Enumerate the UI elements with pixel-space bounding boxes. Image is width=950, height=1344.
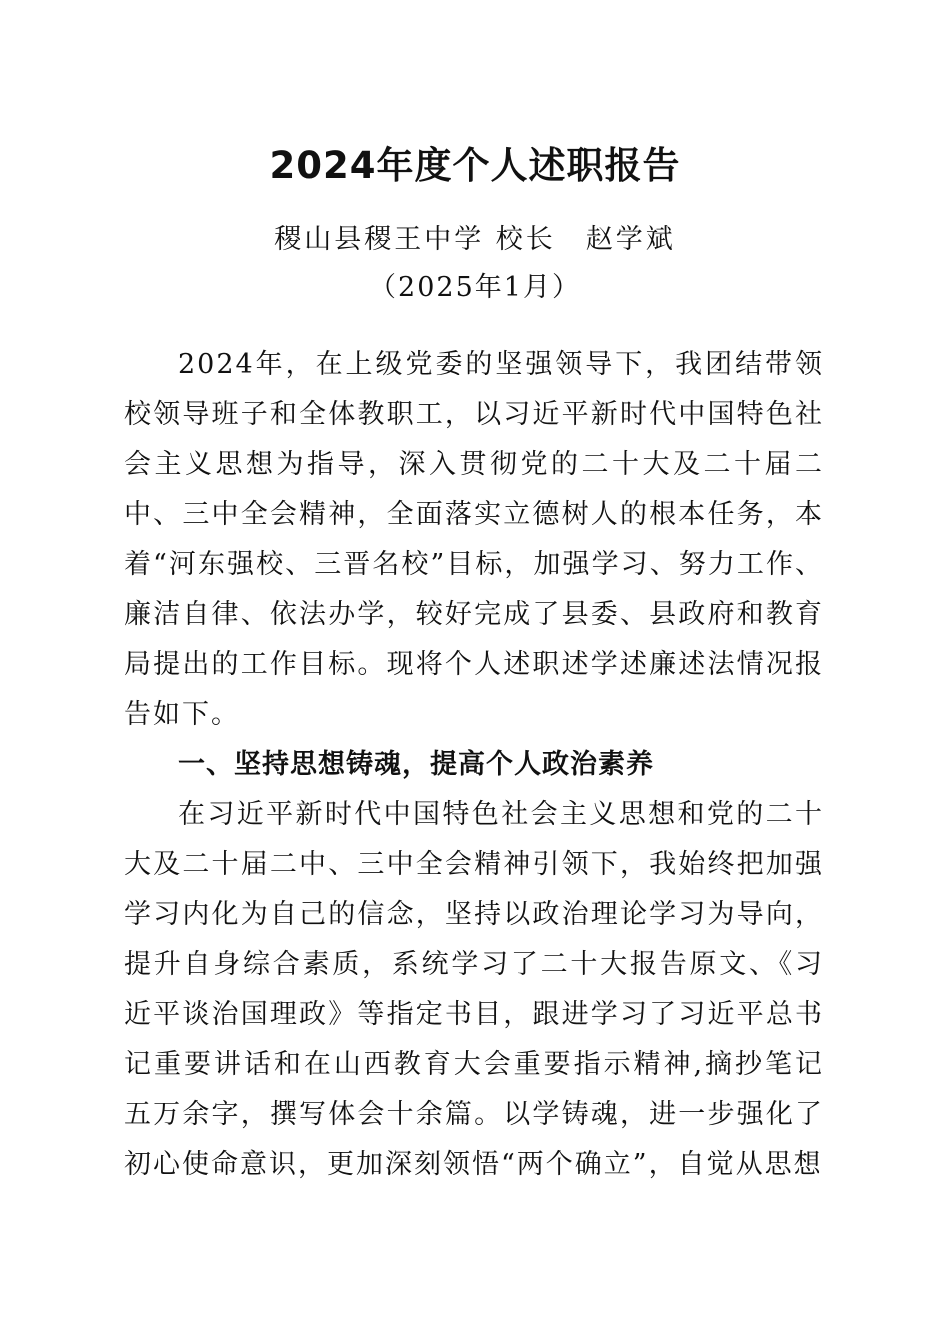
document-title: 2024年度个人述职报告 bbox=[269, 144, 681, 187]
document-body bbox=[124, 340, 824, 1190]
author-line: 稷山县稷王中学 校长 赵学斌 bbox=[274, 224, 676, 255]
section-1-paragraph: 在习近平新时代中国特色社会主义思想和党的二十大及二十届二中、三中全会精神引领下，我始终把加强学习内化为自己的信念，坚持以政治理论学习为导向，提升自身综合素质，系统学习了二十大报告原文、《习近平谈治国理政》等指定书目，跟进学习了习近平总书记重要讲话和在山西教育大会重要指示精神,摘抄笔记五万余字，撰写体会十余篇。以学铸魂，进一步强化了初心使命意识，更加深刻领悟“两个确立”，自觉从思想 bbox=[124, 799, 824, 1180]
section-1-heading: 一、坚持思想铸魂，提高个人政治素养 bbox=[178, 749, 654, 780]
intro-paragraph: 2024年，在上级党委的坚强领导下，我团结带领校领导班子和全体教职工，以习近平新时代中国特色社会主义思想为指导，深入贯彻党的二十大及二十届二中、三中全会精神，全面落实立德树人的根本任务，本着“河东强校、三晋名校”目标，加强学习、努力工作、廉洁自律、依法办学，较好完成了县委、县政府和教育局提出的工作目标。现将个人述职述学述廉述法情况报告如下。 bbox=[124, 349, 824, 730]
date-line: （2025年1月） bbox=[369, 272, 581, 303]
